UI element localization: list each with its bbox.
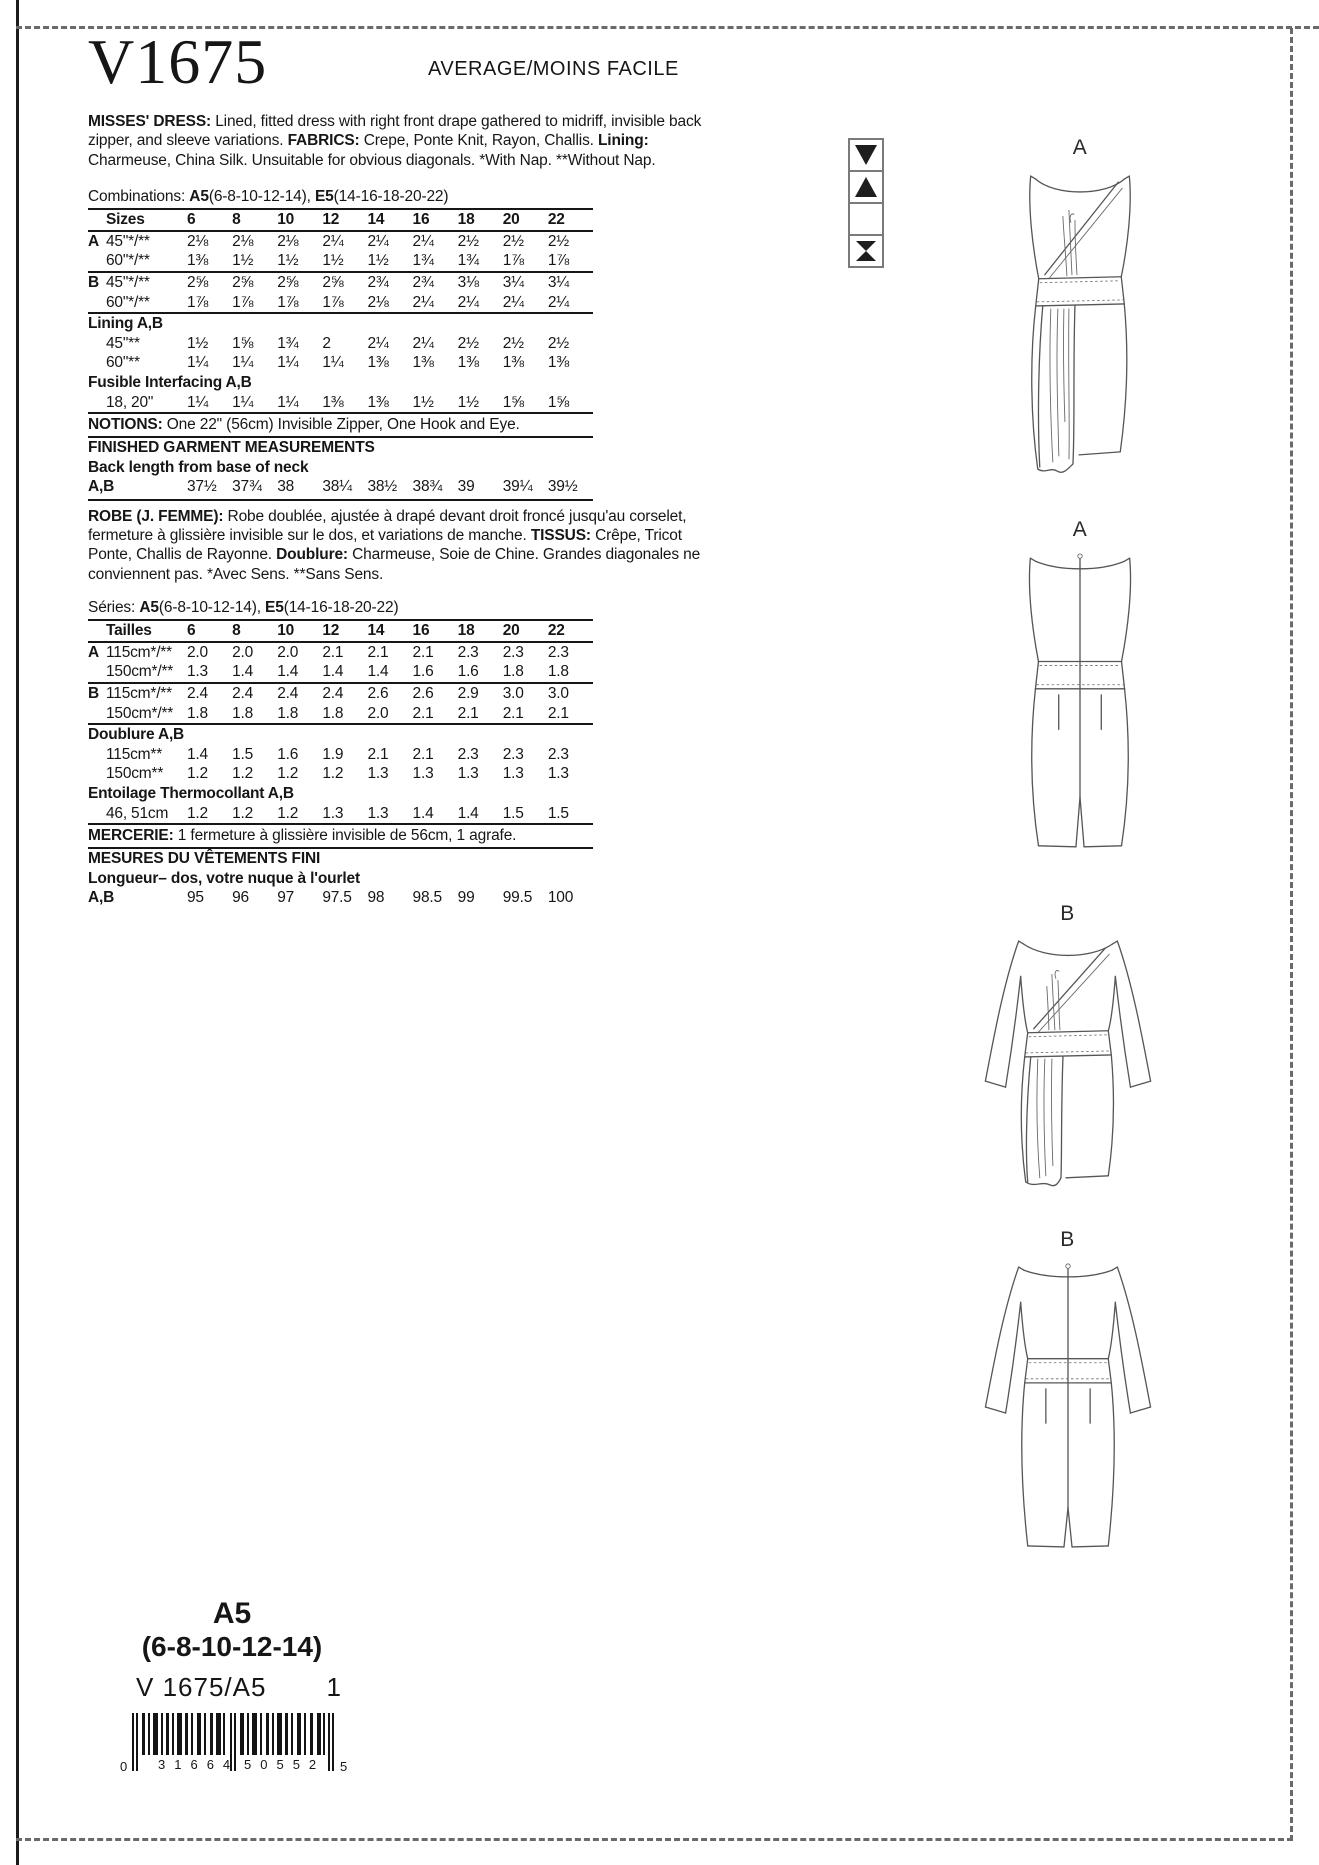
cell-value: 1.2 (322, 765, 344, 783)
cell-value: 8 (232, 622, 241, 640)
cell-value: 1¼ (187, 354, 209, 372)
cell-value: 2.1 (412, 643, 434, 661)
table-row (88, 293, 593, 313)
text-segment: E5 (265, 599, 284, 617)
cell-value: 2½ (502, 232, 524, 250)
cell-value: 1⅝ (547, 393, 570, 411)
text-segment: (14-16-18-20-22) (283, 599, 399, 617)
cell-value: 38 (277, 477, 295, 495)
cell-value: 2.4 (232, 684, 254, 702)
mesures-title: MESURES DU VÊTEMENTS FINI (88, 850, 321, 868)
table-row (88, 251, 593, 271)
row-label: A 45"*/** (88, 232, 150, 250)
cell-value: 2.1 (367, 643, 389, 661)
cell-value: 1.3 (187, 663, 208, 681)
barcode-digit-left: 0 (120, 1759, 128, 1774)
row-label (88, 888, 187, 908)
cell-value: 2.3 (502, 643, 524, 661)
cell-value: 2¼ (502, 293, 524, 311)
cell-value: 1⅝ (232, 334, 254, 352)
title-bar (88, 26, 702, 102)
table-row (88, 643, 593, 663)
cell-value: 39 (457, 477, 475, 495)
text-segment: Charmeuse, China Silk. Unsuitable for obvious diagonals. *With Nap. **Without Nap. (88, 151, 656, 169)
view-b-front-figure (950, 902, 1185, 1200)
sku-line (96, 1664, 368, 1703)
text-segment: A5 (139, 599, 159, 617)
cell-value: 1.3 (367, 804, 389, 822)
cell-value: 1.3 (367, 765, 389, 783)
cell-value: 8 (232, 211, 241, 229)
text-segment: Robe doublée, ajustée à drapé devant droit froncé jusqu'au corselet, fermeture à glissière invisible sur le dos, et variations de manche. (88, 507, 687, 544)
cell-value: 1.3 (457, 765, 479, 783)
cell-value: 1½ (457, 393, 479, 411)
cell-value: 2.4 (187, 684, 208, 702)
cell-value: 97.5 (322, 888, 352, 906)
view-b-front-label: B (1060, 902, 1075, 925)
cell-value: 1.2 (277, 804, 299, 822)
series-line (88, 598, 593, 621)
barcode-digits-group1: 31664 (158, 1757, 240, 1772)
cell-value: 1½ (232, 252, 254, 270)
cell-value: 1⅜ (322, 393, 344, 411)
cell-value: 1½ (277, 252, 299, 270)
section-label: Fusible Interfacing A,B (88, 373, 252, 391)
cell-value: 1¼ (322, 354, 344, 372)
row-label (88, 477, 187, 497)
cell-value: 1.2 (277, 765, 299, 783)
text-segment: Crêpe, Tricot Ponte, Challis de Rayonne. (88, 526, 682, 564)
row-label: 60"** (106, 354, 140, 372)
cell-value: 1.9 (322, 745, 344, 763)
cell-value: 2.6 (412, 684, 434, 702)
cell-value: 10 (277, 211, 295, 229)
cell-value: 2⅛ (187, 232, 209, 250)
cell-value: 1⅜ (547, 354, 570, 372)
cell-value: 2¼ (367, 334, 389, 352)
cell-value: 1⅜ (187, 252, 209, 270)
text-segment: (14-16-18-20-22) (333, 188, 449, 206)
row-prefix: A (88, 232, 99, 250)
row-prefix: B (88, 274, 99, 291)
yardage-table-metric (88, 621, 593, 823)
row-label: 115cm** (106, 745, 163, 763)
cell-value: 2⅝ (322, 274, 344, 291)
cell-value: 1.3 (322, 804, 344, 822)
cell-value: 2.3 (457, 643, 479, 661)
cell-value: 1.4 (322, 663, 344, 681)
view-b-back-figure (950, 1228, 1185, 1556)
cell-value: 37½ (187, 477, 217, 495)
text-segment: A5 (189, 188, 209, 206)
with-nap-down-icon (848, 138, 884, 172)
cell-value: 1¾ (277, 334, 299, 352)
cell-value: 10 (277, 622, 295, 640)
cell-value: 2⅝ (232, 274, 254, 291)
cell-value: 1.2 (232, 804, 254, 822)
cell-value: 3⅛ (457, 274, 479, 291)
table-row (88, 273, 593, 293)
row-label: 46, 51cm (106, 804, 169, 822)
text-segment: Doublure: (276, 546, 353, 564)
cell-value: 3.0 (547, 684, 569, 702)
row-label: 150cm*/** (106, 663, 174, 681)
cell-value: 1.8 (232, 704, 254, 722)
cell-value: 2¼ (412, 293, 434, 311)
cell-value: 2.3 (547, 745, 569, 763)
table-row (88, 684, 593, 704)
cell-value: 1.2 (187, 804, 208, 822)
table-row (88, 764, 593, 784)
cell-value: 2⅝ (277, 274, 299, 291)
row-label: Tailles (106, 622, 152, 640)
cell-value: 1¾ (457, 252, 479, 270)
section-label: Lining A,B (88, 315, 163, 333)
cell-value: 1⅞ (322, 293, 344, 311)
mesures-row (88, 888, 593, 908)
table-section-row (88, 784, 593, 804)
difficulty-rating: AVERAGE/MOINS FACILE (428, 58, 679, 80)
view-a-front-figure (1000, 136, 1160, 474)
cell-value: 1⅜ (502, 354, 524, 372)
sheet-number: 1 (326, 1672, 342, 1702)
cell-value: 1⅞ (187, 293, 209, 311)
cell-value: 22 (547, 622, 565, 640)
cell-value: 2.1 (322, 643, 344, 661)
text-segment: (6-8-10-12-14), (208, 188, 315, 206)
cell-value: 2¾ (367, 274, 389, 291)
finished-measurements-title: FINISHED GARMENT MEASUREMENTS (88, 439, 375, 457)
cell-value: 1.4 (367, 663, 389, 681)
cell-value: 2.1 (547, 704, 569, 722)
cell-value: 1½ (367, 252, 389, 270)
cell-value: 1¼ (187, 393, 209, 411)
mercerie-line (88, 823, 593, 849)
table-row (88, 704, 593, 724)
text-segment: NOTIONS: (88, 416, 167, 434)
cell-value: 1.6 (457, 663, 479, 681)
cell-value: 95 (187, 888, 204, 906)
cell-value: 1.2 (187, 765, 208, 783)
cell-value: 2.4 (277, 684, 299, 702)
cell-value: 98.5 (412, 888, 442, 906)
cell-value: 3.0 (502, 684, 524, 702)
cell-value: 1.8 (502, 663, 524, 681)
cell-value: 18 (457, 622, 475, 640)
text-segment: (6-8-10-12-14), (158, 599, 266, 617)
cell-value: 20 (502, 622, 520, 640)
section-label: Doublure A,B (88, 726, 185, 744)
view-b-back-label: B (1060, 1228, 1075, 1251)
cell-value: 1½ (412, 393, 434, 411)
cell-value: 3¼ (502, 274, 524, 291)
view-a-front-drawing (1004, 162, 1156, 474)
cell-value: 1.2 (232, 765, 254, 783)
row-label: 18, 20" (106, 393, 154, 411)
cell-value: 2.6 (367, 684, 389, 702)
view-a-front-label: A (1072, 136, 1088, 159)
cell-value: 2.3 (547, 643, 569, 661)
cell-value: 2.0 (187, 643, 208, 661)
text-segment: Lined, fitted dress with right front drape gathered to midriff, invisible back zipper, and sleeve variations. (88, 113, 702, 150)
without-nap-hourglass-icon (848, 234, 884, 268)
cell-value: 99 (457, 888, 475, 906)
cell-value: 2.1 (457, 704, 479, 722)
pattern-number: V1675 (88, 26, 268, 97)
cell-value: 2¼ (412, 334, 434, 352)
cell-value: 1.3 (412, 765, 434, 783)
cell-value: 2.1 (412, 745, 434, 763)
cell-value: 1¾ (412, 252, 434, 270)
barcode (118, 1711, 354, 1775)
cell-value: 2.4 (322, 684, 344, 702)
cell-value: 97 (277, 888, 295, 906)
cell-value: 38½ (367, 477, 398, 495)
cell-value: 14 (367, 622, 385, 640)
cell-value: 1.8 (277, 704, 299, 722)
text-column (88, 26, 702, 908)
row-label: B 45"*/** (88, 274, 150, 291)
yardage-table-imperial (88, 210, 593, 412)
cell-value: 1⅞ (232, 293, 254, 311)
text-segment: One 22" (56cm) Invisible Zipper, One Hook and Eye. (166, 416, 520, 434)
cell-value: 2.0 (232, 643, 254, 661)
view-a-back-figure (1000, 518, 1160, 860)
cell-value: 2½ (502, 334, 524, 352)
barcode-digit-right: 5 (340, 1759, 348, 1774)
text-segment: E5 (314, 188, 334, 206)
cell-value: 98 (367, 888, 385, 906)
cell-value: 2¼ (367, 232, 389, 250)
text-segment: Lining: (597, 132, 649, 150)
section-label: Entoilage Thermocollant A,B (88, 784, 294, 802)
table-section-row (88, 314, 593, 334)
row-label: B 115cm*/** (88, 684, 172, 702)
text-segment: MISSES' DRESS: (88, 113, 216, 130)
view-a-back-label: A (1072, 518, 1088, 541)
row-label: Sizes (106, 211, 145, 229)
cell-value: 1⅞ (502, 252, 524, 270)
nap-symbol-strip (848, 138, 884, 268)
cell-value: 39¼ (502, 477, 533, 495)
view-b-front-drawing (955, 928, 1181, 1200)
cell-value: 2¼ (547, 293, 570, 311)
cell-value: 6 (187, 211, 196, 229)
table-row (88, 334, 593, 354)
cell-value: 2.1 (412, 704, 434, 722)
cell-value: 1.8 (547, 663, 569, 681)
finished-measurements-subtitle: Back length from base of neck (88, 458, 309, 476)
cell-value: 1⅜ (367, 354, 389, 372)
cell-value: 20 (502, 211, 520, 229)
cell-value: 96 (232, 888, 249, 906)
cell-value: 1.3 (547, 765, 569, 783)
notions-line (88, 412, 593, 438)
combinations-line (88, 187, 593, 210)
text-segment: Charmeuse, Soie de Chine. Grandes diagonales ne conviennent pas. *Avec Sens. **Sans Sens. (88, 546, 701, 583)
row-prefix: B (88, 684, 99, 702)
cell-value: 12 (322, 211, 340, 229)
cell-value: 2¼ (457, 293, 479, 311)
cell-value: 16 (412, 622, 430, 640)
mesures-section (88, 849, 702, 907)
table-row (88, 804, 593, 824)
cell-value: 2.0 (277, 643, 299, 661)
text-segment: 1 fermeture à glissière invisible de 56cm, 1 agrafe. (177, 827, 517, 845)
cell-value: 1.4 (232, 663, 254, 681)
cell-value: 2¼ (412, 232, 434, 250)
view-code: A5 (212, 1597, 252, 1630)
table-row (88, 232, 593, 252)
cell-value: 1.4 (457, 804, 479, 822)
cell-value: 1½ (187, 334, 209, 352)
cell-value: 2½ (457, 334, 479, 352)
cell-value: 2 (322, 334, 331, 352)
cell-value: 1.3 (502, 765, 524, 783)
page-edge-left (16, 0, 19, 1865)
cell-value: 1¼ (277, 393, 299, 411)
row-label: 150cm** (106, 765, 164, 783)
cell-value: 1¼ (232, 393, 254, 411)
cell-value: 2.1 (367, 745, 389, 763)
text-segment: Crepe, Ponte Knit, Rayon, Challis. (363, 132, 598, 150)
table-header-row (88, 210, 593, 230)
row-label: 45"** (106, 334, 140, 352)
finished-measurements-row (88, 477, 593, 497)
text-segment: FABRICS: (287, 132, 364, 150)
cell-value: 14 (367, 211, 385, 229)
cell-value: 1⅜ (457, 354, 479, 372)
table-header-row (88, 621, 593, 641)
cell-value: 1.5 (547, 804, 569, 822)
finished-measurements-section (88, 438, 593, 500)
cell-value: 2½ (547, 334, 570, 352)
row-prefix: A,B (88, 477, 115, 495)
page-edge-right-dashed (1290, 28, 1293, 1841)
cell-value: 1⅜ (367, 393, 389, 411)
cell-value: 100 (547, 888, 574, 906)
with-nap-up-icon (848, 170, 884, 204)
mesures-subtitle: Longueur– dos, votre nuque à l'ourlet (88, 869, 360, 887)
cell-value: 3¼ (547, 274, 570, 291)
description-french (88, 507, 702, 585)
cell-value: 1¼ (277, 354, 299, 372)
cell-value: 1¼ (232, 354, 254, 372)
cell-value: 2.0 (367, 704, 389, 722)
row-prefix: A (88, 643, 99, 661)
cell-value: 16 (412, 211, 430, 229)
table-section-row (88, 725, 593, 745)
sku-text: V 1675/A5 (136, 1672, 267, 1702)
text-segment: Séries: (88, 599, 140, 617)
cell-value: 18 (457, 211, 475, 229)
cell-value: 2½ (457, 232, 479, 250)
row-label: A 115cm*/** (88, 643, 172, 661)
cell-value: 1.8 (322, 704, 344, 722)
row-label: 60"*/** (106, 252, 150, 270)
cell-value: 38¾ (412, 477, 443, 495)
cell-value: 22 (547, 211, 565, 229)
table-row (88, 662, 593, 682)
row-prefix: A,B (88, 888, 115, 906)
cell-value: 1.4 (277, 663, 299, 681)
table-row (88, 393, 593, 413)
cell-value: 2⅛ (277, 232, 299, 250)
cell-value: 2.9 (457, 684, 479, 702)
cell-value: 2½ (547, 232, 570, 250)
view-size-range: (6-8-10-12-14) (141, 1631, 323, 1662)
cell-value: 12 (322, 622, 340, 640)
text-segment: ROBE (J. FEMME): (88, 507, 228, 525)
cell-value: 1⅞ (547, 252, 570, 270)
cell-value: 2¼ (322, 232, 344, 250)
cell-value: 2⅛ (232, 232, 254, 250)
cell-value: 1.5 (502, 804, 524, 822)
view-a-back-drawing (1004, 544, 1156, 860)
table-row (88, 888, 593, 908)
cell-value: 2.3 (502, 745, 524, 763)
cell-value: 1.5 (232, 745, 254, 763)
nap-blank-cell (848, 202, 884, 236)
cell-value: 1⅞ (277, 293, 299, 311)
cell-value: 2⅛ (367, 293, 389, 311)
cell-value: 2⅝ (187, 274, 209, 291)
table-section-row (88, 373, 593, 393)
cell-value: 6 (187, 622, 196, 640)
text-segment: Combinations: (88, 188, 190, 206)
cell-value: 1⅜ (412, 354, 434, 372)
cell-value: 37¾ (232, 477, 262, 495)
footer-block (96, 1598, 368, 1780)
table-row (88, 353, 593, 373)
view-b-back-drawing (955, 1254, 1181, 1556)
description-english (88, 112, 702, 170)
page-edge-bottom-dashed (16, 1838, 1293, 1841)
cell-value: 1.6 (412, 663, 434, 681)
cell-value: 2.1 (502, 704, 524, 722)
cell-value: 39½ (547, 477, 578, 495)
table-row (88, 477, 593, 497)
cell-value: 1.6 (277, 745, 299, 763)
row-label: 60"*/** (106, 293, 150, 311)
cell-value: 1.4 (412, 804, 434, 822)
cell-value: 1.8 (187, 704, 208, 722)
text-segment: MERCERIE: (88, 827, 178, 845)
barcode-digits-group2: 50552 (244, 1757, 326, 1772)
cell-value: 2¾ (412, 274, 434, 291)
row-label: 150cm*/** (106, 704, 174, 722)
table-row (88, 745, 593, 765)
cell-value: 1⅝ (502, 393, 524, 411)
cell-value: 1½ (322, 252, 344, 270)
cell-value: 1.4 (187, 745, 208, 763)
cell-value: 99.5 (502, 888, 533, 906)
text-segment: TISSUS: (530, 526, 596, 544)
cell-value: 2.3 (457, 745, 479, 763)
cell-value: 38¼ (322, 477, 352, 495)
